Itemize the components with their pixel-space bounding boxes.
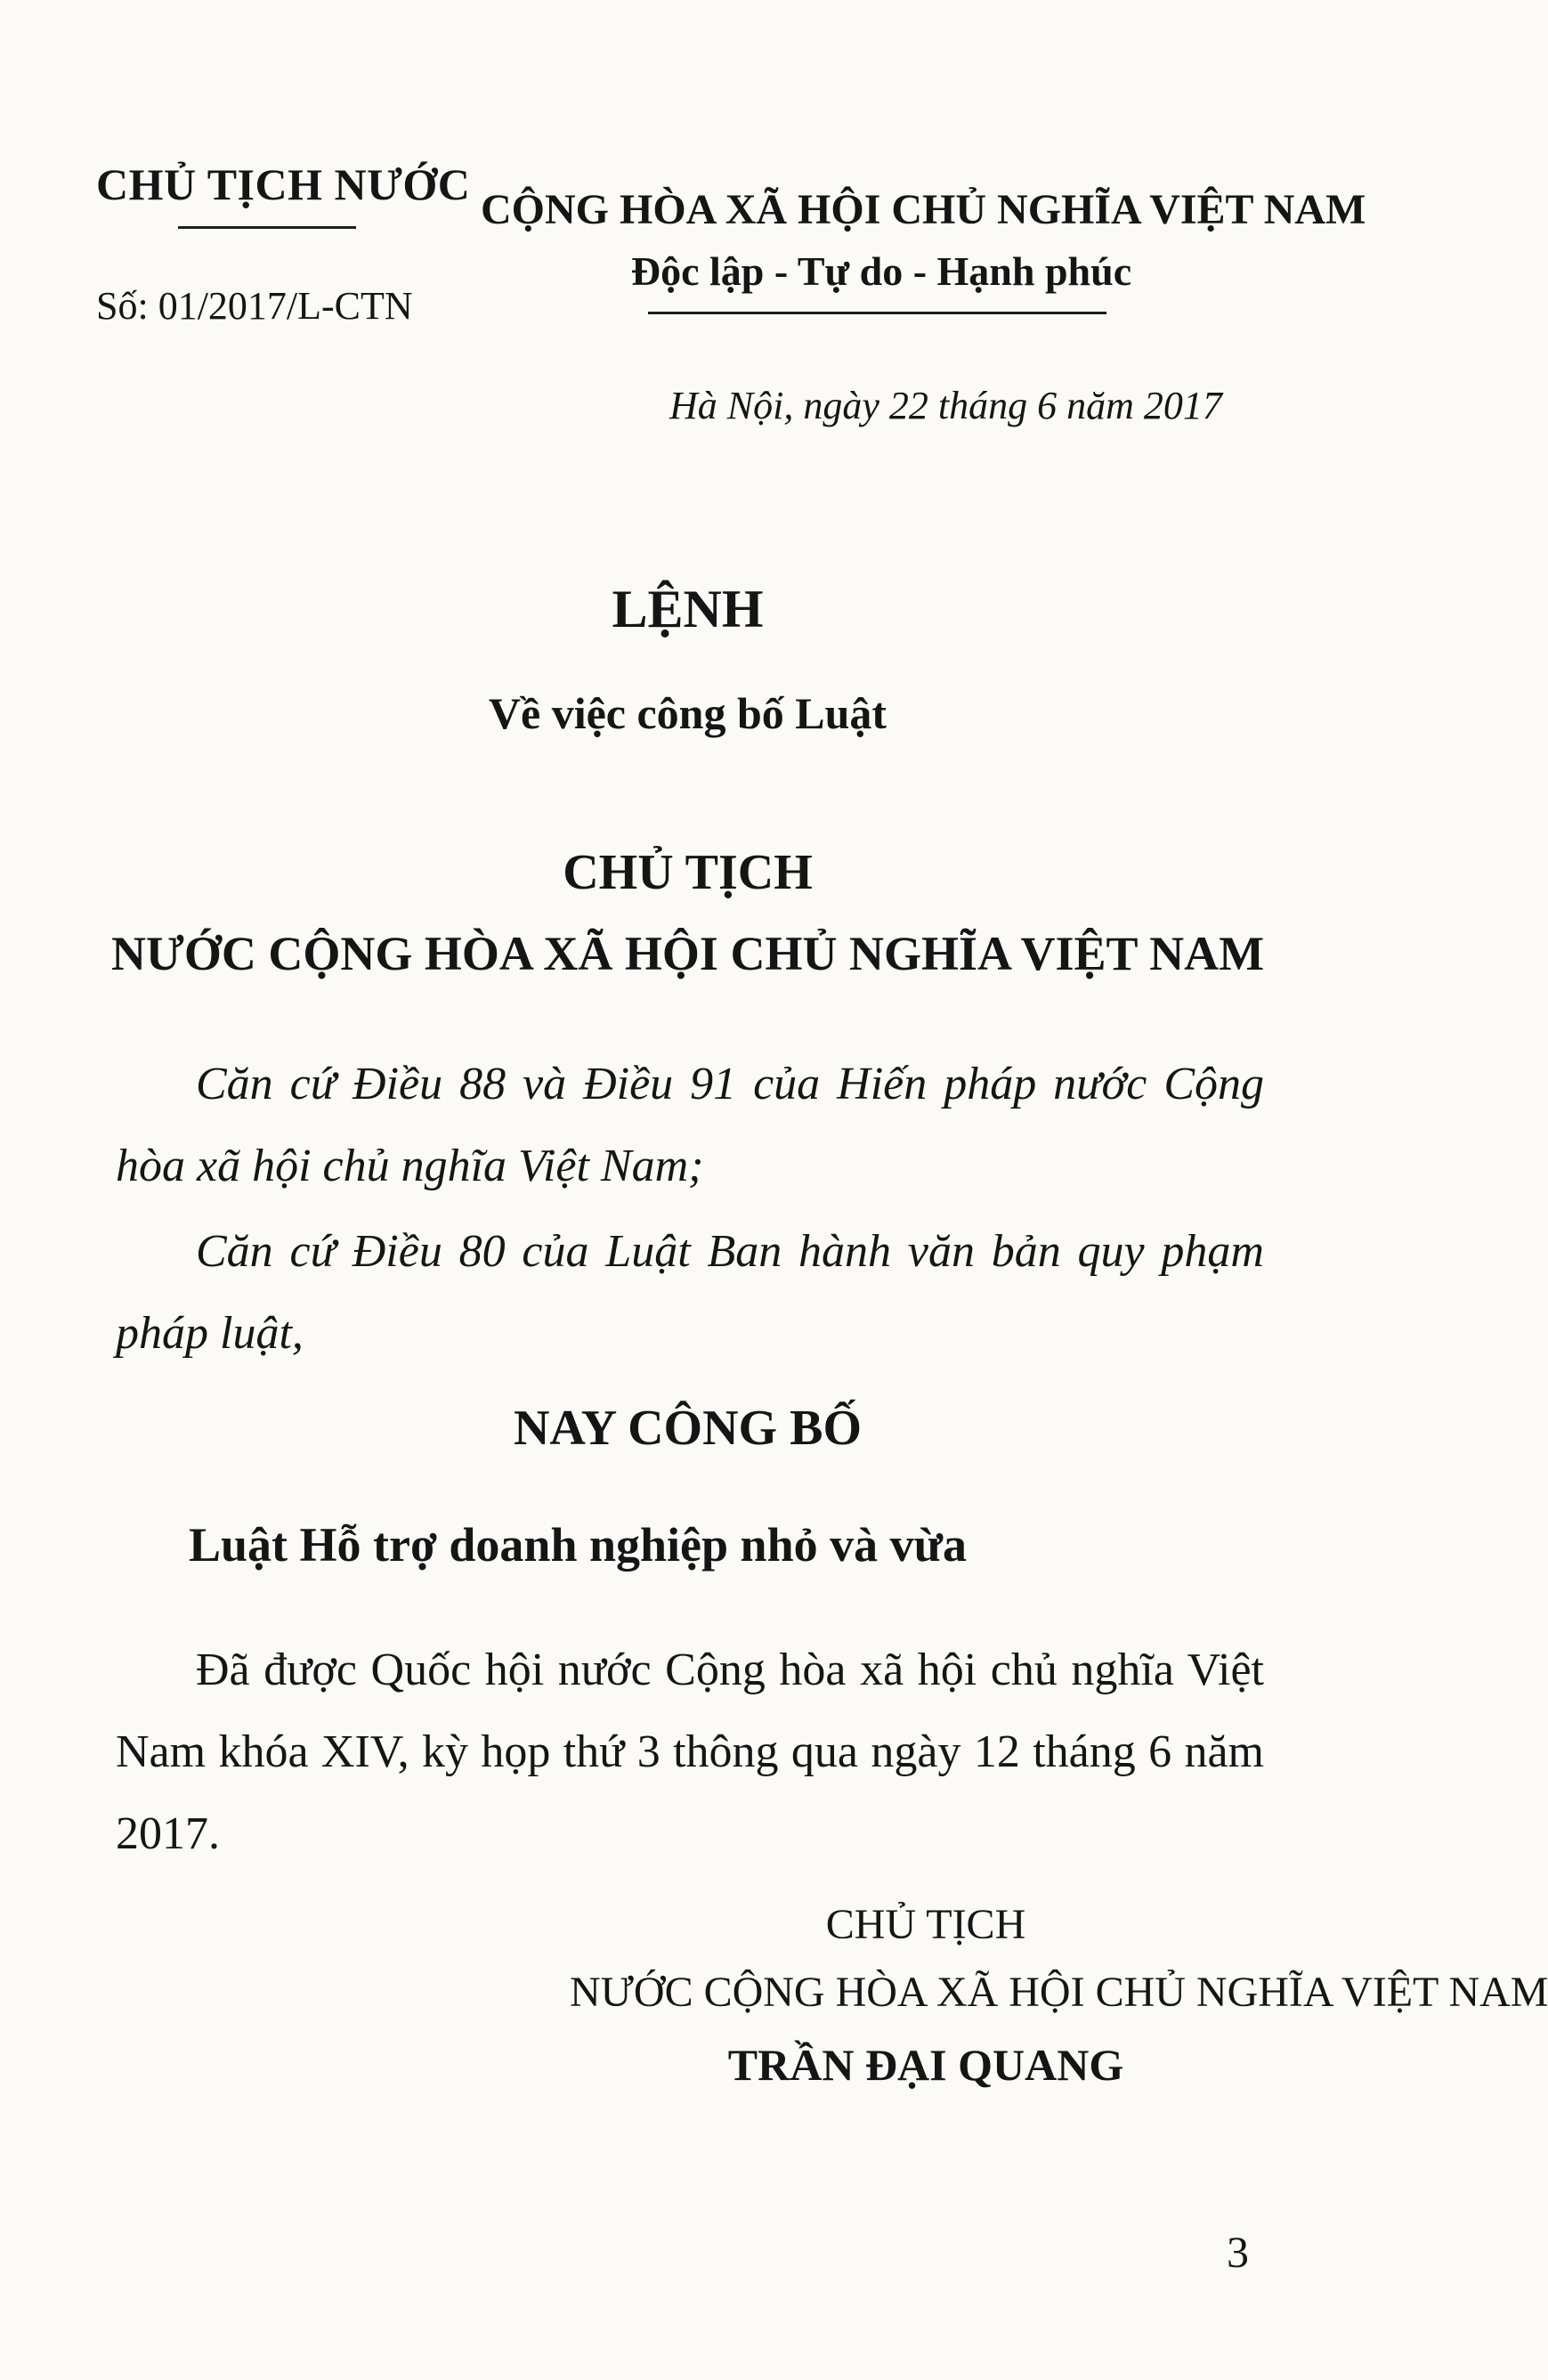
issuer-title-line-2: NƯỚC CỘNG HÒA XÃ HỘI CHỦ NGHĨA VIỆT NAM bbox=[110, 927, 1265, 980]
page-number: 3 bbox=[1227, 2227, 1249, 2277]
document-subject: Về việc công bố Luật bbox=[488, 688, 887, 738]
motto-underline bbox=[648, 312, 1106, 314]
issuer-underline bbox=[178, 226, 356, 229]
signatory-title: CHỦ TỊCH bbox=[825, 1901, 1026, 1948]
document-number: Số: 01/2017/L-CTN bbox=[96, 284, 413, 328]
law-title: Luật Hỗ trợ doanh nghiệp nhỏ và vừa bbox=[189, 1518, 968, 1572]
preamble-paragraph-2: Căn cứ Điều 80 của Luật Ban hành văn bản quy phạm pháp luật, bbox=[116, 1226, 1264, 1359]
place-date: Hà Nội, ngày 22 tháng 6 năm 2017 bbox=[669, 384, 1222, 427]
preamble-paragraph-1: Căn cứ Điều 88 và Điều 91 của Hiến pháp nước Cộng hòa xã hội chủ nghĩa Việt Nam; bbox=[116, 1059, 1264, 1191]
passage-paragraph: Đã được Quốc hội nước Cộng hòa xã hội chủ nghĩa Việt Nam khóa XIV, kỳ họp thứ 3 thông qua ngày 12 tháng 6 năm 2017. bbox=[116, 1645, 1264, 1859]
national-motto: Độc lập - Tự do - Hạnh phúc bbox=[630, 248, 1132, 294]
signatory-name: TRẦN ĐẠI QUANG bbox=[727, 2040, 1124, 2090]
signatory-organization: NƯỚC CỘNG HÒA XÃ HỘI CHỦ NGHĨA VIỆT NAM bbox=[570, 1969, 1548, 2016]
issuer-title-line-1: CHỦ TỊCH bbox=[563, 845, 813, 900]
announcement-heading: NAY CÔNG BỐ bbox=[513, 1401, 862, 1456]
document-title: LỆNH bbox=[612, 580, 764, 638]
issuer-heading: CHỦ TỊCH NƯỚC bbox=[96, 159, 471, 209]
national-title: CỘNG HÒA XÃ HỘI CHỦ NGHĨA VIỆT NAM bbox=[481, 186, 1366, 233]
